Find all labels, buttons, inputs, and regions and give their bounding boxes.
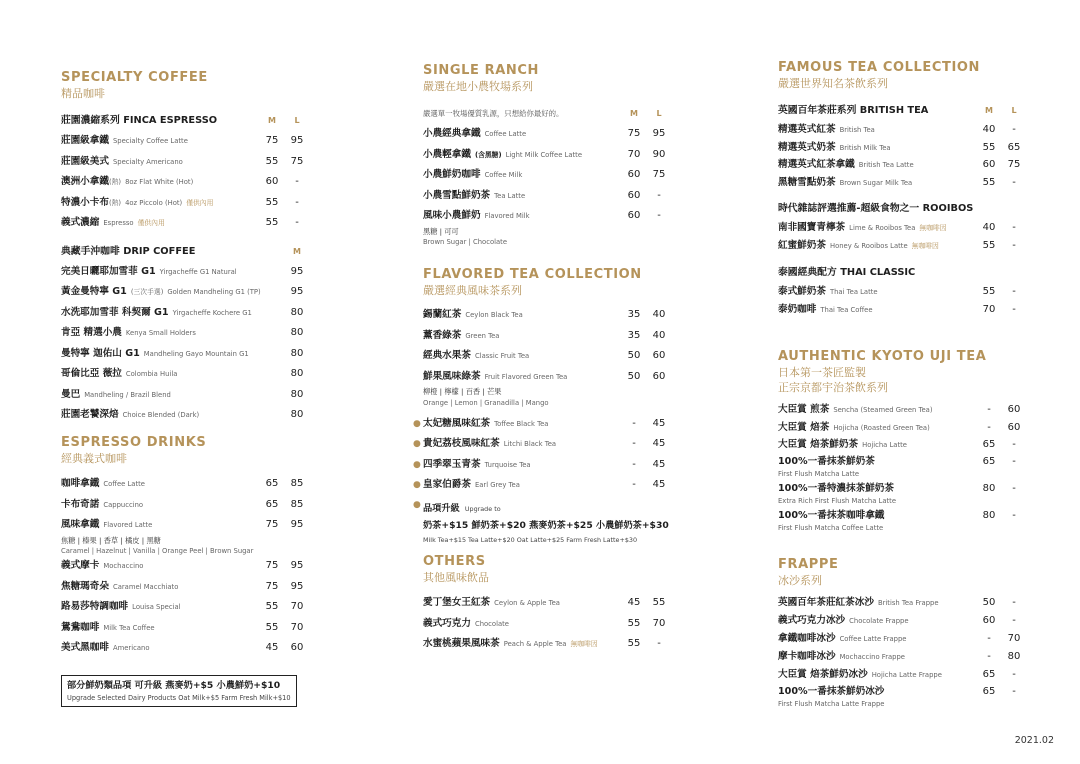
single-ranch-list (423, 124, 673, 247)
menu-item: 義式巧克力 Chocolate 55 70 (423, 617, 666, 629)
menu-item: 鴛鴦咖啡 Milk Tea Coffee 55 70 (61, 621, 304, 633)
drip-header (61, 242, 306, 262)
menu-item: 水蜜桃蘋果風味茶 Peach & Apple Tea 無咖啡因 55 - (423, 638, 661, 649)
rooibos-header (778, 199, 1028, 219)
tea-upgrade-line: 奶茶+$15 鮮奶茶+$20 燕麥奶茶+$25 小農鮮奶茶+$30 (423, 519, 669, 531)
bullet-icon: ● (413, 480, 421, 490)
flavored-tea-list (413, 305, 673, 545)
header-label: 典藏手沖咖啡 DRIP COFFEE (61, 245, 196, 257)
column-kyoto (778, 349, 1028, 535)
header-label: 莊園濃縮系列 FINCA ESPRESSO (61, 115, 218, 126)
menu-item: 錫蘭紅茶 Ceylon Black Tea 35 40 (423, 309, 666, 320)
column-flavored-tea (413, 267, 673, 545)
menu-item: ● 皇家伯爵茶 Earl Grey Tea - 45 (423, 475, 673, 496)
menu-item: 莊園級拿鐵 Specialty Coffee Latte 75 95 (61, 135, 304, 146)
section-title-zh-2: 正宗京都宇治茶飲系列 (778, 381, 888, 394)
flavor-options-zh: 焦糖 | 榛果 | 香草 | 橘皮 | 黑糖 (61, 535, 161, 545)
size-l-label: L (1011, 106, 1017, 115)
section-title-en: FRAPPE (778, 557, 839, 572)
size-m-label: M (630, 109, 638, 118)
section-title-en: ESPRESSO DRINKS (61, 435, 207, 450)
thai-list (778, 283, 1028, 319)
menu-item: 愛丁堡女王紅茶 Ceylon & Apple Tea 45 55 (423, 597, 666, 608)
section-title-zh: 嚴選經典風味茶系列 (423, 284, 522, 297)
menu-item: ● 四季翠玉青茶 Turquoise Tea - 45 (423, 455, 673, 476)
menu-item: 經典水果茶 Classic Fruit Tea 50 60 (423, 350, 666, 361)
thai-header (778, 263, 1028, 283)
bullet-icon: ● (413, 439, 421, 449)
menu-item: 美式黑咖啡 Americano 45 60 (61, 642, 304, 653)
menu-item: 路易莎特調咖啡 Louisa Special 55 70 (61, 601, 304, 612)
menu-item: 義式摩卡 Mochaccino 75 95 (61, 560, 304, 571)
menu-item: 100%一番抹茶咖啡拿鐵 80 - First Flush Matcha Coffee Latte (778, 509, 1016, 532)
menu-item: 莊園級美式 Specialty Americano 55 75 (61, 155, 304, 167)
menu-item: 100%一番抹茶鮮奶茶 65 - First Flush Matcha Latte (778, 455, 1016, 478)
section-title-en: FAMOUS TEA COLLECTION (778, 60, 981, 75)
menu-item: 咖啡拿鐵 Coffee Latte 65 85 (61, 478, 304, 489)
bullet-icon: ● (413, 499, 421, 510)
menu-item: 紅蜜鮮奶茶 Honey & Rooibos Latte 無咖啡因 55 - (778, 240, 1016, 251)
section-title-zh: 冰沙系列 (778, 574, 822, 587)
dairy-upgrade-box (61, 675, 297, 707)
size-m-label: M (985, 106, 993, 115)
british-list (778, 121, 1028, 191)
espresso-list (61, 131, 306, 234)
menu-item: 莊園老饕深焙 Choice Blended (Dark) 80 (61, 409, 304, 420)
menu-item: 100%一番特濃抹茶鮮奶茶 80 - Extra Rich First Flush Matcha Latte (778, 482, 1016, 505)
menu-item: 小農雪點鮮奶茶 Tea Latte 60 - (423, 189, 661, 201)
menu-item: 精選英式紅茶 British Tea 40 - (778, 124, 1016, 135)
flavor-options-en: Caramel | Hazelnut | Vanilla | Orange Peel | Brown Sugar (61, 547, 254, 555)
menu-item: 風味小農鮮奶 Flavored Milk 60 - (423, 210, 661, 221)
section-title-en: SINGLE RANCH (423, 63, 540, 78)
menu-item: 精選英式紅茶拿鐵 British Tea Latte 60 75 (778, 159, 1021, 170)
menu-item: 卡布奇諾 Cappuccino 65 85 (61, 498, 304, 510)
header-label: 泰國經典配方 THAI CLASSIC (778, 267, 916, 278)
menu-item: 曼巴 Mandheling / Brazil Blend 80 (61, 388, 304, 400)
section-title-zh: 其他風味飲品 (423, 571, 489, 584)
menu-item: ● 太妃糖風味紅茶 Toffee Black Tea - 45 (423, 414, 673, 435)
flavor-options-en: Brown Sugar | Chocolate (423, 238, 508, 246)
size-m-label: M (293, 246, 301, 256)
menu-date: 2021.02 (1014, 735, 1054, 746)
menu-item: 水洗耶加雪菲 科契爾 G1 Yirgacheffe Kochere G1 80 (61, 306, 304, 318)
drip-list (61, 262, 306, 426)
menu-item: 黑糖雪點奶茶 Brown Sugar Milk Tea 55 - (778, 176, 1016, 188)
column-frappe (778, 557, 1028, 710)
menu-item: 大臣賞 焙茶鮮奶茶 Hojicha Latte 65 - (778, 439, 1016, 450)
menu-item: 曼特寧 迦佑山 G1 Mandheling Gayo Mountain G1 80 (61, 347, 304, 359)
menu-item: 大臣賞 焙茶鮮奶冰沙 Hojicha Latte Frappe 65 - (778, 669, 1016, 680)
flavor-options-zh: 柳橙 | 檸檬 | 百香 | 芒果 (423, 387, 502, 396)
menu-item: 肯亞 精選小農 Kenya Small Holders 80 (61, 327, 304, 338)
menu-item: 義式巧克力冰沙 Chocolate Frappe 60 - (778, 615, 1016, 626)
section-title-en: FLAVORED TEA COLLECTION (423, 267, 642, 282)
menu-item: 摩卡咖啡冰沙 Mochaccino Frappe - 80 (778, 651, 1021, 662)
section-title-zh: 日本第一茶匠監製 (778, 366, 866, 379)
section-title-en: SPECIALTY COFFEE (61, 70, 208, 85)
menu-item: 小農輕拿鐵 (含黑糖) Light Milk Coffee Latte 70 90 (423, 148, 666, 160)
menu-item: 完美日曬耶加雪菲 G1 Yirgacheffe G1 Natural 95 (61, 265, 304, 277)
flavor-options-en: Orange | Lemon | Granadilla | Mango (423, 398, 549, 407)
menu-item: 泰式鮮奶茶 Thai Tea Latte 55 - (778, 286, 1016, 297)
espresso-header (61, 111, 306, 131)
menu-item: 義式濃縮 Espresso 僅供內用 55 - (61, 217, 299, 228)
menu-item: 小農經典拿鐵 Coffee Latte 75 95 (423, 128, 666, 139)
british-header (778, 101, 1028, 121)
bullet-icon: ● (413, 459, 421, 470)
menu-item: 薰香綠茶 Green Tea 35 40 (423, 329, 666, 341)
menu-item: ● 貴妃荔枝風味紅茶 Litchi Black Tea - 45 (423, 434, 673, 455)
menu-item: 大臣賞 煎茶 Sencha (Steamed Green Tea) - 60 (778, 404, 1021, 415)
upgrade-title-en: Upgrade to (464, 504, 501, 513)
tea-upgrade-line-en: Milk Tea+$15 Tea Latte+$20 Oat Latte+$25 Farm Fresh Latte+$30 (423, 535, 638, 544)
section-title-zh: 經典義式咖啡 (61, 452, 127, 465)
menu-item: 大臣賞 焙茶 Hojicha (Roasted Green Tea) - 60 (778, 421, 1021, 433)
section-title-zh: 精品咖啡 (61, 87, 105, 100)
column-famous-tea (778, 60, 1028, 319)
menu-item: 拿鐵咖啡冰沙 Coffee Latte Frappe - 70 (778, 633, 1021, 644)
size-l-label: L (294, 116, 300, 125)
kyoto-list (778, 401, 1028, 535)
single-ranch-header (423, 104, 673, 124)
menu-item: 泰奶咖啡 Thai Tea Coffee 70 - (778, 304, 1016, 315)
rooibos-list (778, 219, 1028, 255)
menu-item: 黃金曼特寧 G1 (三次手選) Golden Mandheling G1 (TP) 95 (61, 286, 304, 297)
others-list (423, 593, 673, 655)
frappe-list (778, 594, 1028, 710)
upgrade-title: 品項升級 (423, 502, 460, 514)
menu-item: 100%一番抹茶鮮奶冰沙 65 - First Flush Matcha Latte Frappe (778, 686, 1016, 708)
upgrade-text: 部分鮮奶類品項 可升級 燕麥奶+$5 小農鮮奶+$10 (67, 680, 281, 691)
espresso-drinks-list (61, 474, 306, 659)
menu-item: 英國百年茶莊紅茶冰沙 British Tea Frappe 50 - (778, 597, 1016, 608)
upgrade-text-en: Upgrade Selected Dairy Products Oat Milk+$5 Farm Fresh Milk+$10 (67, 694, 291, 702)
column-espresso-drinks (61, 435, 306, 659)
column-others (423, 554, 673, 655)
menu-item: 澳洲小拿鐵(熱) 8oz Flat White (Hot) 60 - (61, 176, 299, 187)
section-title-en: OTHERS (423, 554, 486, 569)
menu-item: 哥倫比亞 薇拉 Colombia Huila 80 (61, 368, 304, 379)
menu-item: 精選英式奶茶 British Milk Tea 55 65 (778, 141, 1021, 153)
size-l-label: L (656, 109, 662, 118)
flavor-options-zh: 黑糖 | 可可 (423, 226, 459, 236)
menu-item: 鮮果風味綠茶 Fruit Flavored Green Tea 50 60 (423, 370, 666, 382)
menu-item: 焦糖瑪奇朵 Caramel Macchiato 75 95 (61, 580, 304, 592)
tea-upgrade (413, 499, 673, 516)
section-title-zh: 嚴選世界知名茶飲系列 (778, 77, 888, 90)
size-m-label: M (268, 116, 276, 125)
menu-item: 南非國寶青檸茶 Lime & Rooibos Tea 無咖啡因 40 - (778, 222, 1016, 233)
menu-item: 風味拿鐵 Flavored Latte 75 95 (61, 519, 304, 530)
section-title-en: AUTHENTIC KYOTO UJI TEA (778, 349, 987, 364)
menu-item: 小農鮮奶咖啡 Coffee Milk 60 75 (423, 169, 666, 180)
bullet-icon: ● (413, 418, 421, 429)
header-label: 嚴選單一牧場優質乳源，只想給你最好的。 (423, 109, 564, 118)
header-label: 時代雜誌評選推薦-超級食物之一 ROOIBOS (778, 203, 974, 214)
header-label: 英國百年茶莊系列 BRITISH TEA (778, 105, 929, 116)
column-specialty (61, 70, 306, 426)
menu-item: 特濃小卡布(熱) 4oz Piccolo (Hot) 僅供內用 55 - (61, 196, 299, 208)
section-title-zh: 嚴選在地小農牧場系列 (423, 80, 533, 93)
column-single-ranch (423, 63, 673, 247)
